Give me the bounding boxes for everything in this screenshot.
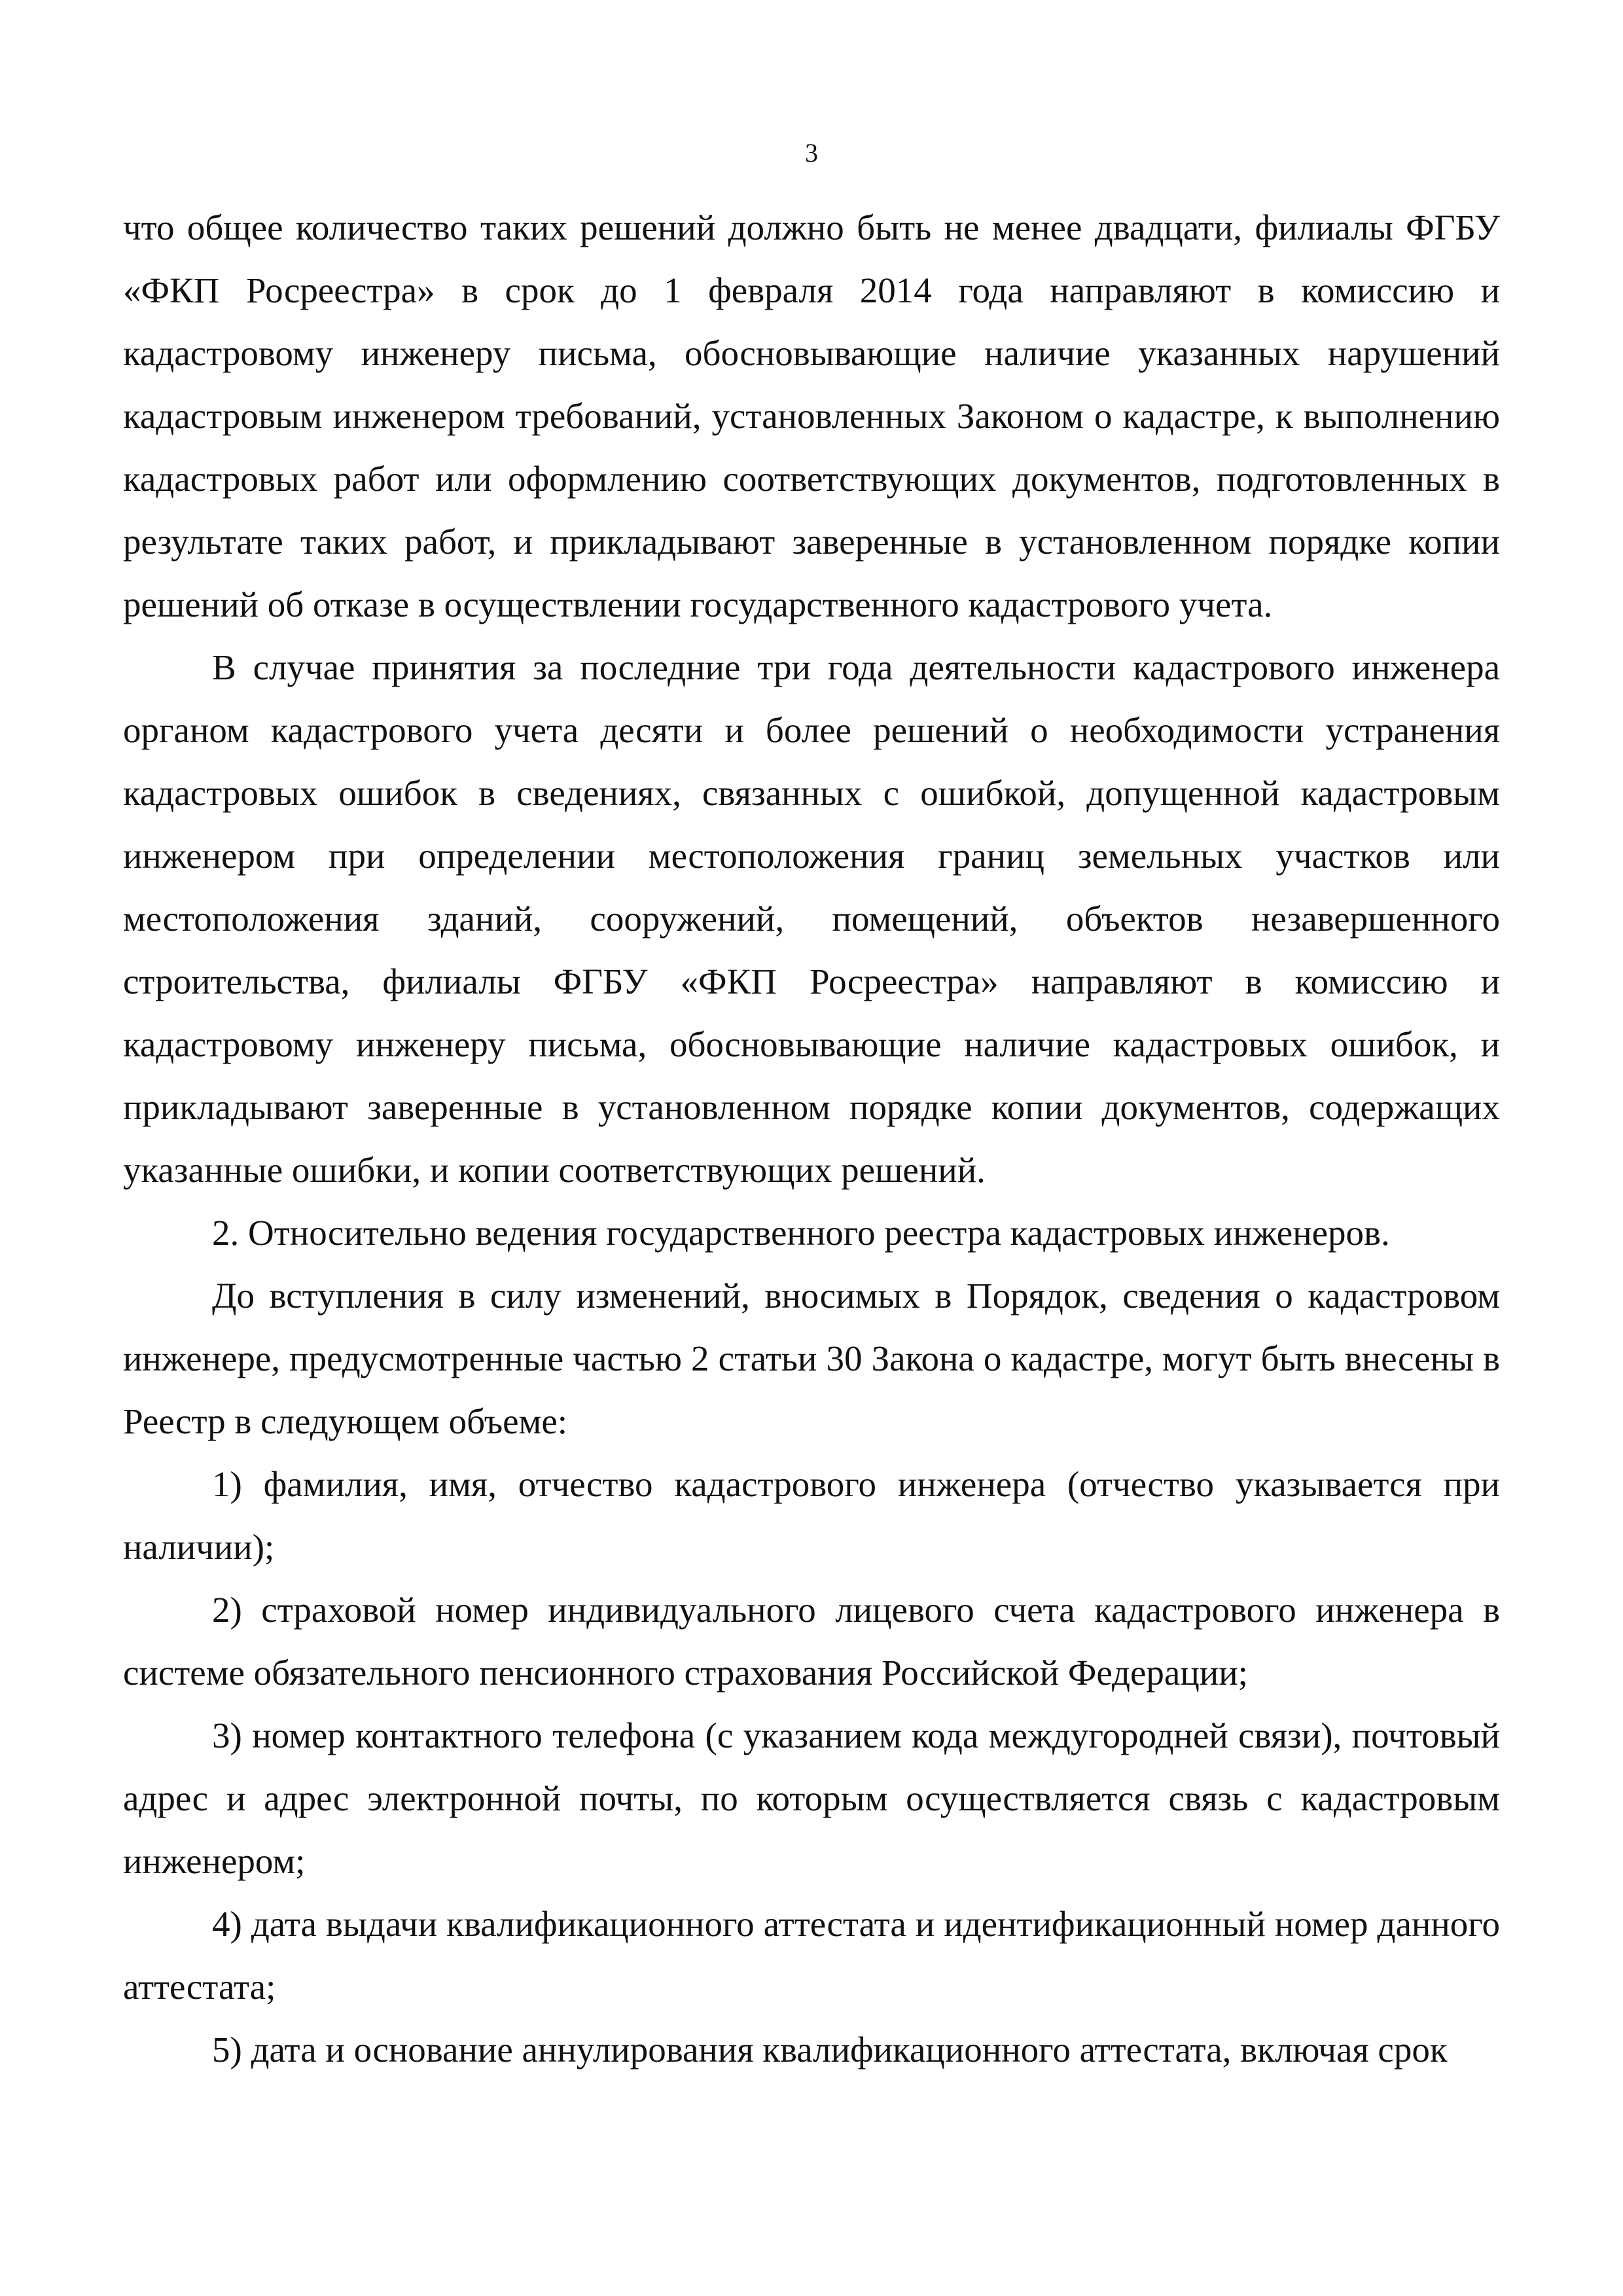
paragraph-continuation: что общее количество таких решений должно быть не менее двадцати, филиалы ФГБУ «ФКП Росреестра» в срок до 1 февраля 2014 года направляют в комиссию и кадастровому инженеру письма, обосновывающие наличие указанных нарушений кадастровым инженером требований, установленных Законом о кадастре, к выполнению кадастровых работ или оформлению соответствующих документов, подготовленных в результате таких работ, и прикладывают заверенные в установленном порядке копии решений об отказе в осуществлении государственного кадастрового учета.	[123, 207, 1500, 624]
paragraph-registry-intro: До вступления в силу изменений, вносимых в Порядок, сведения о кадастровом инженере, предусмотренные частью 2 статьи 30 Закона о кадастре, могут быть внесены в Реестр в следующем объеме:	[123, 1276, 1500, 1441]
body-text	[123, 196, 1500, 2081]
list-item-2: 2) страховой номер индивидуального лицевого счета кадастрового инженера в системе обязательного пенсионного страхования Российской Федерации;	[123, 1590, 1500, 1693]
page-number: 3	[805, 138, 818, 168]
paragraph-cadastral-errors: В случае принятия за последние три года деятельности кадастрового инженера органом кадастрового учета десяти и более решений о необходимости устранения кадастровых ошибок в сведениях, связанных с ошибкой, допущенной кадастровым инженером при определении местоположения границ земельных участков или местоположения зданий, сооружений, помещений, объектов незавершенного строительства, филиалы ФГБУ «ФКП Росреестра» направляют в комиссию и кадастровому инженеру письма, обосновывающие наличие кадастровых ошибок, и прикладывают заверенные в установленном порядке копии документов, содержащих указанные ошибки, и копии соответствующих решений.	[123, 647, 1500, 1190]
list-item-4: 4) дата выдачи квалификационного аттестата и идентификационный номер данного аттестата;	[123, 1904, 1500, 2007]
section-heading-registry: 2. Относительно ведения государственного реестра кадастровых инженеров.	[212, 1213, 1390, 1253]
list-item-3: 3) номер контактного телефона (с указанием кода междугородней связи), почтовый адрес и адрес электронной почты, по которым осуществляется связь с кадастровым инженером;	[123, 1715, 1500, 1881]
list-item-5: 5) дата и основание аннулирования квалификационного аттестата, включая срок	[212, 2030, 1448, 2070]
list-item-1: 1) фамилия, имя, отчество кадастрового инженера (отчество указывается при наличии);	[123, 1464, 1500, 1567]
